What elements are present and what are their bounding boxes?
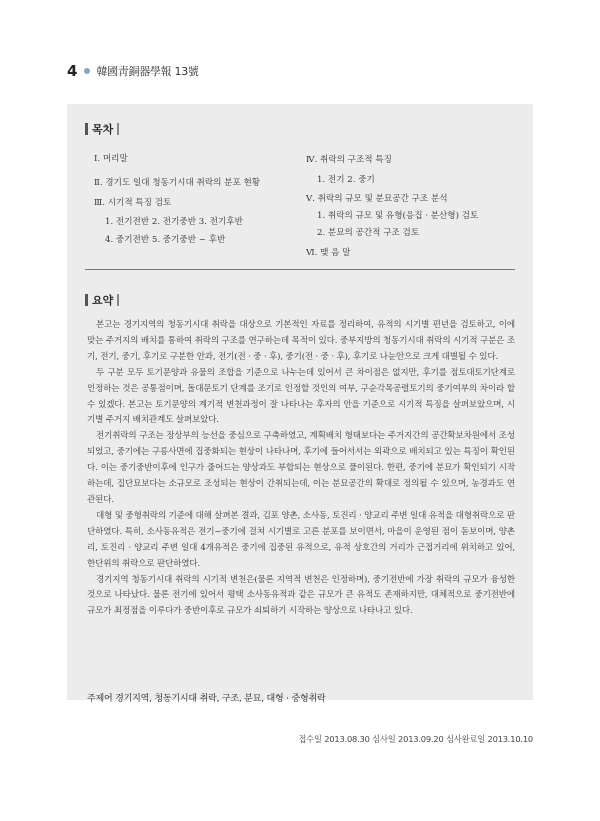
- keywords-line: [87, 691, 325, 704]
- section-divider: [85, 269, 515, 270]
- abstract-paragraph: 대형 및 중형취락의 기준에 대해 살펴본 결과, 김포 양촌, 소사동, 토진리 · 양교리 주변 일대 유적을 대형취락으로 판단하였다. 특히, 소사동유적은 전기~중기에 걸쳐 시기별로 고른 분포를 보이면서, 마을이 운영된 점이 돋보이며, 양촌리, 토진리 · 양교리 주변 일대 4개유적은 중기에 집중된 유적으로, 유적 상호간의 거리가 근접거리에 위치하고 있어, 한단위의 취락으로 판단하였다.: [87, 510, 515, 569]
- abstract-body: [87, 318, 515, 620]
- toc-item: Ⅵ. 맺 음 말: [306, 248, 351, 258]
- page-number: 4: [67, 62, 78, 80]
- summary-panel: [67, 104, 533, 704]
- heading-bar-icon: [85, 123, 88, 135]
- heading-bar-icon: [117, 123, 119, 135]
- abstract-paragraph: 경기지역 청동기시대 취락의 시기적 변천은(물론 지역적 변천은 인정하며), 중기전반에 가장 취락의 규모가 융성한 것으로 나타났다. 물론 전기에 있어서 평택 소사동유적과 같은 규모가 큰 유적도 존재하지만, 대체적으로 중기전반에 규모가 최정점을 이루다가 중반이후로 규모가 쇠퇴하기 시작하는 양상으로 나타나고 있다.: [87, 574, 515, 617]
- abstract-paragraph: 본고는 경기지역의 청동기시대 취락을 대상으로 기본적인 자료를 정리하여, 유적의 시기별 편년을 검토하고, 이에 맞는 주거지의 배치를 통하여 취락의 구조를 연구하는데 목적이 있다. 중부지방의 청동기시대 취락의 시기적 구분은 조기, 전기, 중기, 후기로 구분한 안과, 전기(전 · 중 · 후), 중기(전 · 중 · 후), 후기로 나눈안으로 크게 대별될 수 있다.: [87, 320, 515, 362]
- bullet-dot-icon: [84, 68, 90, 74]
- toc-item: 1. 전기 2. 중기: [317, 175, 375, 185]
- toc-heading: [85, 121, 119, 137]
- heading-bar-icon: [117, 294, 119, 306]
- toc-item: 4. 중기전반 5. 중기중반 ~ 후반: [105, 235, 226, 245]
- journal-title: 韓國靑銅器學報 13號: [96, 65, 199, 78]
- abstract-heading: [85, 292, 119, 308]
- abstract-paragraph: 두 구분 모두 토기문양과 유물의 조합을 기준으로 나누는데 있어서 큰 차이점은 없지만, 후기를 점토대토기단계로 인정하는 것은 공통점이며, 돌대문토기 단계를 조기로 인정할 것인의 여부, 구순각목공렬토기의 중기여부의 차이라 할 수 있겠다. 본고는 토기문양의 계기적 변천과정이 잘 나타나는 후자의 안을 기준으로 시기적 특징을 살펴보았으며, 시기별 주거지 배치관계도 살펴보았다.: [87, 367, 515, 426]
- review-dates: 접수일 2013.08.30 심사일 2013.09.20 심사완료일 2013.10.10: [298, 734, 533, 744]
- toc-item: 2. 분묘의 공간적 구조 검토: [317, 228, 420, 238]
- toc-title: 목차: [92, 123, 114, 136]
- toc-item: Ⅳ. 취락의 구조적 특징: [306, 155, 392, 165]
- keywords-text: 경기지역, 청동기시대 취락, 구조, 분묘, 대형 · 중형취락: [115, 694, 326, 704]
- abstract-paragraph: 전기취락의 구조는 장상부의 능선을 중심으로 구축하였고, 계획배치 형태보다는 주거지간의 공간확보차원에서 조성되었고, 중기에는 구릉사면에 집중화되는 현상이 나타나며, 후기에 들어서서는 외곽으로 배치되고 있는 특징이 확인된다. 이는 중기중반이후에 인구가 줄어드는 양상과도 부합되는 현상으로 풀이된다. 한편, 중기에 분묘가 확인되기 시작하는데, 집단묘보다는 소규모로 조성되는 현상이 간취되는데, 이는 분묘공간의 확대로 정의될 수 있으며, 농경과도 연관된다.: [87, 431, 515, 505]
- toc-item: Ⅲ. 시기적 특징 검토: [94, 198, 172, 208]
- toc-item: Ⅴ. 취락의 규모 및 분묘공간 구조 분석: [306, 194, 448, 204]
- keywords-label: 주제어: [87, 694, 113, 704]
- heading-bar-icon: [85, 294, 88, 306]
- running-head: [67, 63, 199, 79]
- toc-item: 1. 전기전반 2. 전기중반 3. 전기후반: [105, 217, 243, 227]
- toc-item: 1. 취락의 규모 및 유형(응집 · 분산형) 검토: [317, 211, 479, 221]
- toc-item: Ⅱ. 경기도 일대 청동기시대 취락의 분포 현황: [94, 178, 261, 188]
- toc-item: Ⅰ. 머리말: [94, 154, 128, 164]
- abstract-title: 요약: [92, 294, 114, 307]
